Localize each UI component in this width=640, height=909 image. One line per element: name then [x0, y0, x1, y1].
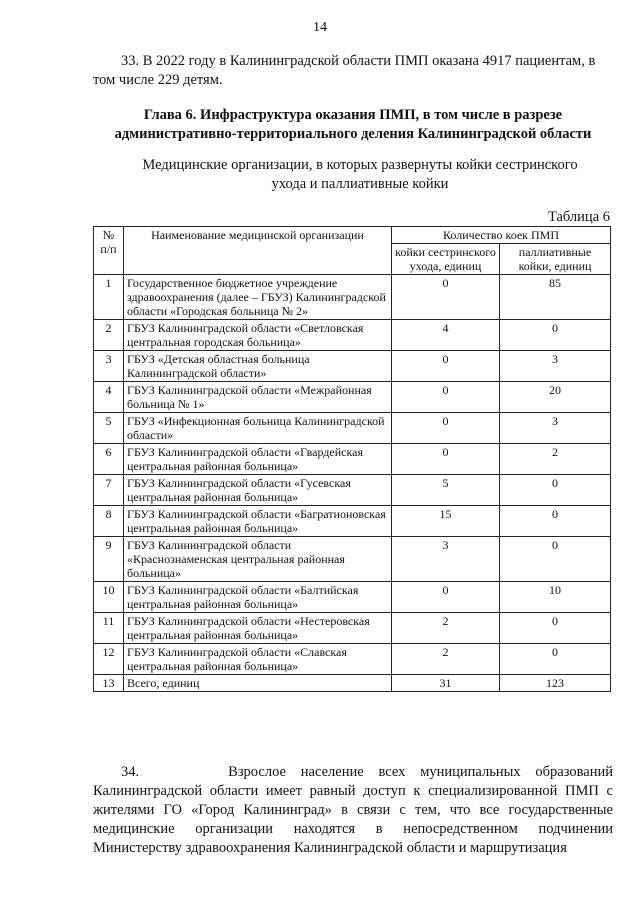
- row-organization: ГБУЗ «Детская областная больница Калининградской области»: [124, 351, 392, 382]
- row-number: 3: [94, 351, 124, 382]
- row-organization: Государственное бюджетное учреждение здравоохранения (далее – ГБУЗ) Калининградской области «Городская больница № 2»: [124, 275, 392, 320]
- row-palliative-beds: 3: [500, 413, 611, 444]
- row-nursing-beds: 31: [392, 675, 500, 692]
- row-nursing-beds: 0: [392, 351, 500, 382]
- row-number: 1: [94, 275, 124, 320]
- row-palliative-beds: 10: [500, 582, 611, 613]
- page-number: 14: [313, 20, 327, 35]
- row-nursing-beds: 2: [392, 644, 500, 675]
- row-number: 6: [94, 444, 124, 475]
- table-row: [94, 475, 611, 506]
- table-row: [94, 675, 611, 692]
- row-palliative-beds: 2: [500, 444, 611, 475]
- paragraph-34-text: Взрослое население всех муниципальных образований Калининградской области имеет равный доступ к специализированной ПМП с жителями ГО «Город Калининград» в связи с тем, что все государственные медицинские организации находятся в непосредственном подчинении Министерству здравоохранения Калининградской области и маршрутизация: [93, 764, 614, 856]
- row-number: 8: [94, 506, 124, 537]
- row-nursing-beds: 3: [392, 537, 500, 582]
- row-nursing-beds: 0: [392, 582, 500, 613]
- table-caption: Медицинские организации, в которых развернуты койки сестринского ухода и паллиативные койки: [142, 157, 578, 192]
- row-nursing-beds: 0: [392, 275, 500, 320]
- paragraph-34-number: 34.: [121, 764, 140, 780]
- table-row: [94, 537, 611, 582]
- chapter-title: Глава 6. Инфраструктура оказания ПМП, в том числе в разрезе административно-территориального деления Калининградской области: [114, 107, 592, 142]
- row-organization: ГБУЗ Калининградской области «Светловская центральная городская больница»: [124, 320, 392, 351]
- row-organization: ГБУЗ Калининградской области «Багратионовская центральная районная больница»: [124, 506, 392, 537]
- row-palliative-beds: 0: [500, 644, 611, 675]
- table-row: [94, 351, 611, 382]
- table-row: [94, 413, 611, 444]
- beds-table: [93, 226, 611, 692]
- row-palliative-beds: 3: [500, 351, 611, 382]
- row-palliative-beds: 0: [500, 475, 611, 506]
- row-palliative-beds: 0: [500, 613, 611, 644]
- row-organization: ГБУЗ Калининградской области «Краснознаменская центральная районная больница»: [124, 537, 392, 582]
- header-nursing: койки сестринского ухода, единиц: [392, 244, 500, 275]
- row-number: 2: [94, 320, 124, 351]
- table-row: [94, 506, 611, 537]
- row-number: 7: [94, 475, 124, 506]
- row-number: 5: [94, 413, 124, 444]
- table-header-row: [94, 227, 611, 244]
- row-nursing-beds: 0: [392, 382, 500, 413]
- table-row: [94, 644, 611, 675]
- row-organization: Всего, единиц: [124, 675, 392, 692]
- row-organization: ГБУЗ Калининградской области «Межрайонная больница № 1»: [124, 382, 392, 413]
- table-row: [94, 275, 611, 320]
- header-num: № п/п: [94, 227, 124, 275]
- row-nursing-beds: 0: [392, 444, 500, 475]
- table-row: [94, 613, 611, 644]
- row-number: 10: [94, 582, 124, 613]
- header-name: Наименование медицинской организации: [124, 227, 392, 275]
- row-palliative-beds: 123: [500, 675, 611, 692]
- row-number: 11: [94, 613, 124, 644]
- row-palliative-beds: 0: [500, 506, 611, 537]
- table-label: Таблица 6: [547, 209, 610, 225]
- row-organization: ГБУЗ Калининградской области «Славская центральная районная больница»: [124, 644, 392, 675]
- table-row: [94, 444, 611, 475]
- row-number: 12: [94, 644, 124, 675]
- row-number: 13: [94, 675, 124, 692]
- row-nursing-beds: 15: [392, 506, 500, 537]
- row-organization: ГБУЗ Калининградской области «Гусевская центральная районная больница»: [124, 475, 392, 506]
- header-group: Количество коек ПМП: [392, 227, 611, 244]
- row-palliative-beds: 20: [500, 382, 611, 413]
- row-nursing-beds: 2: [392, 613, 500, 644]
- row-nursing-beds: 4: [392, 320, 500, 351]
- row-nursing-beds: 0: [392, 413, 500, 444]
- row-number: 9: [94, 537, 124, 582]
- table-row: [94, 382, 611, 413]
- header-palliative: паллиативные койки, единиц: [500, 244, 611, 275]
- row-palliative-beds: 0: [500, 320, 611, 351]
- table-row: [94, 582, 611, 613]
- row-organization: ГБУЗ Калининградской области «Нестеровская центральная районная больница»: [124, 613, 392, 644]
- row-palliative-beds: 85: [500, 275, 611, 320]
- row-nursing-beds: 5: [392, 475, 500, 506]
- paragraph-34: [93, 763, 613, 858]
- table-row: [94, 320, 611, 351]
- row-organization: ГБУЗ Калининградской области «Балтийская центральная районная больница»: [124, 582, 392, 613]
- row-organization: ГБУЗ «Инфекционная больница Калининградской области»: [124, 413, 392, 444]
- row-organization: ГБУЗ Калининградской области «Гвардейская центральная районная больница»: [124, 444, 392, 475]
- paragraph-33: 33. В 2022 году в Калининградской области ПМП оказана 4917 пациентам, в том числе 229 детям.: [93, 53, 596, 88]
- row-palliative-beds: 0: [500, 537, 611, 582]
- row-number: 4: [94, 382, 124, 413]
